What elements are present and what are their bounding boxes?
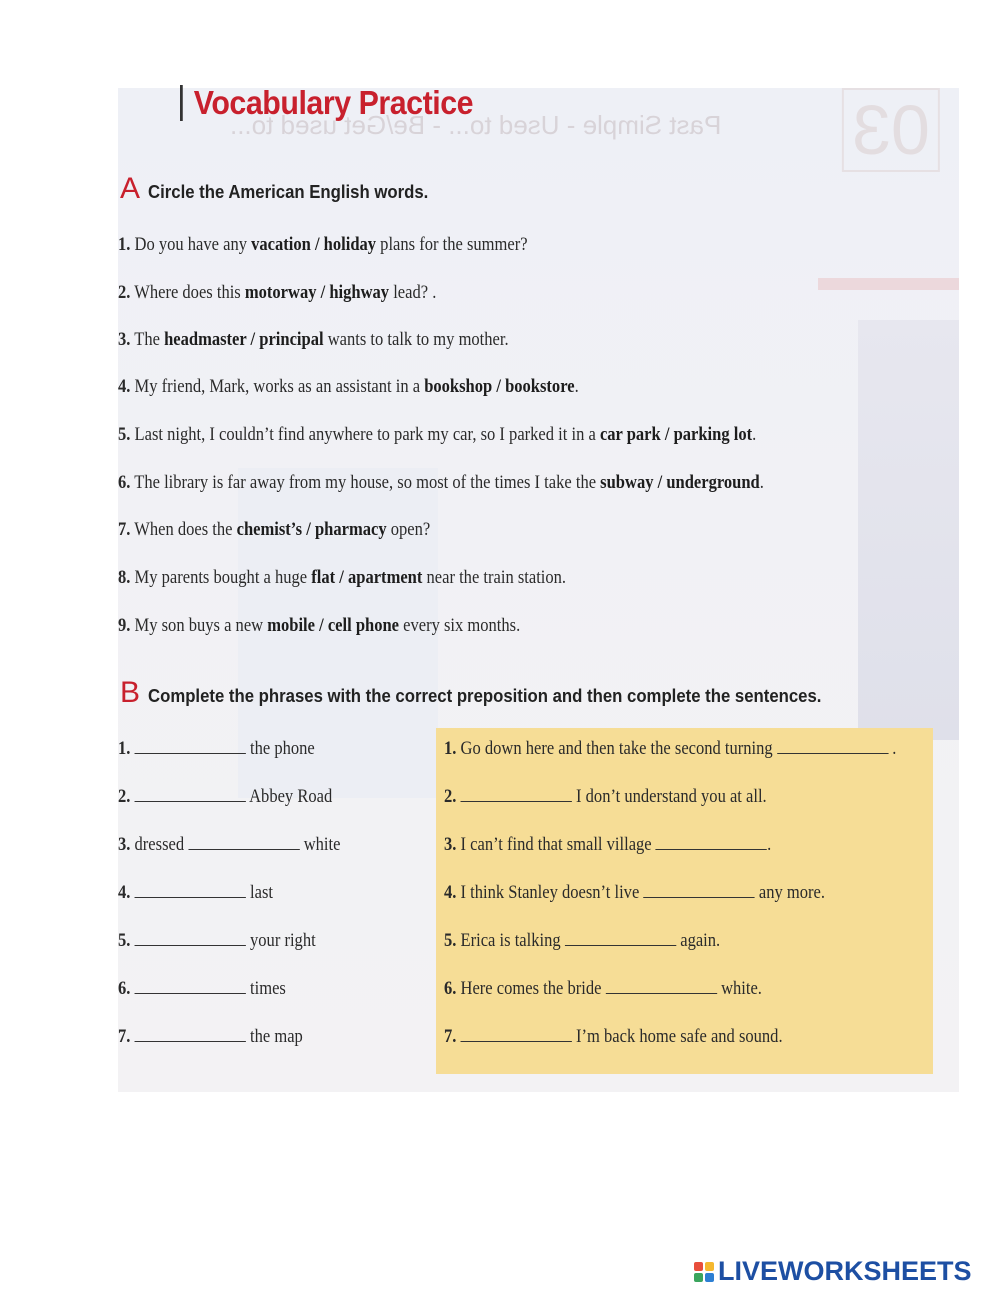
section-a-letter: A	[120, 172, 141, 205]
section-b-instruction: Complete the phrases with the correct preposition and then complete the sentences.	[148, 686, 822, 706]
section-a-instruction: Circle the American English words.	[148, 182, 429, 202]
answer-blank[interactable]	[135, 787, 246, 802]
bleed-photo	[858, 320, 959, 740]
section-b-letter: B	[120, 676, 141, 709]
answer-blank[interactable]	[135, 979, 246, 994]
a-item-5: 5. Last night, I couldn’t find anywhere to park my car, so I parked it in a car park / parking lot.	[118, 424, 757, 445]
choice-pair[interactable]: bookshop / bookstore	[424, 376, 575, 397]
answer-blank[interactable]	[188, 835, 299, 850]
a-item-1: 1. Do you have any vacation / holiday plans for the summer?	[118, 234, 528, 255]
a-item-9: 9. My son buys a new mobile / cell phone every six months.	[118, 615, 521, 636]
phrase-7: 7. the map	[118, 1026, 303, 1047]
choice-pair[interactable]: motorway / highway	[244, 282, 390, 303]
choice-pair[interactable]: headmaster / principal	[164, 329, 324, 350]
a-item-4: 4. My friend, Mark, works as an assistant in a bookshop / bookstore.	[118, 376, 579, 397]
bleed-through-number: 03	[842, 88, 940, 172]
choice-pair[interactable]: car park / parking lot	[599, 424, 753, 445]
bleed-bar	[818, 278, 959, 290]
page-title	[180, 84, 473, 122]
section-a-heading	[120, 172, 449, 206]
phrase-2: 2. Abbey Road	[118, 786, 333, 807]
choice-pair[interactable]: chemist’s / pharmacy	[236, 519, 387, 540]
choice-pair[interactable]: subway / underground	[600, 472, 760, 493]
phrase-5: 5. your right	[118, 930, 316, 951]
phrase-3: 3. dressed white	[118, 834, 341, 855]
answer-blank[interactable]	[565, 931, 676, 946]
choice-pair[interactable]: mobile / cell phone	[267, 615, 400, 636]
answer-blank[interactable]	[461, 787, 572, 802]
choice-pair[interactable]: flat / apartment	[311, 567, 423, 588]
brand-text: LIVEWORKSHEETS	[718, 1256, 972, 1286]
a-item-3: 3. The headmaster / principal wants to talk to my mother.	[118, 329, 509, 350]
sentence-5: 5. Erica is talking again.	[444, 930, 721, 951]
title-text: Vocabulary Practice	[193, 84, 474, 121]
logo-grid-icon	[694, 1262, 714, 1282]
a-item-6: 6. The library is far away from my house, so most of the times I take the subway / underground.	[118, 472, 764, 493]
answer-blank[interactable]	[135, 931, 246, 946]
answer-blank[interactable]	[777, 739, 888, 754]
sentence-3: 3. I can’t find that small village .	[444, 834, 772, 855]
phrase-1: 1. the phone	[118, 738, 315, 759]
answer-blank[interactable]	[135, 739, 246, 754]
title-rule	[180, 85, 183, 121]
sentence-6: 6. Here comes the bride white.	[444, 978, 762, 999]
answer-blank[interactable]	[606, 979, 717, 994]
sentence-7: 7. I’m back home safe and sound.	[444, 1026, 783, 1047]
bleed-through-text: Past Simple - Used to... - Be/Get used to...	[230, 110, 722, 140]
a-item-8: 8. My parents bought a huge flat / apartment near the train station.	[118, 567, 567, 588]
phrase-6: 6. times	[118, 978, 286, 999]
answer-blank[interactable]	[656, 835, 767, 850]
choice-pair[interactable]: vacation / holiday	[251, 234, 377, 255]
sentence-4: 4. I think Stanley doesn’t live any more.	[444, 882, 826, 903]
sentence-1: 1. Go down here and then take the second turning .	[444, 738, 897, 759]
a-item-7: 7. When does the chemist’s / pharmacy open?	[118, 519, 431, 540]
section-b-heading	[120, 676, 872, 710]
liveworksheets-logo	[694, 1256, 972, 1287]
answer-blank[interactable]	[461, 1027, 572, 1042]
a-item-2: 2. Where does this motorway / highway lead? .	[118, 282, 437, 303]
phrase-4: 4. last	[118, 882, 273, 903]
answer-blank[interactable]	[135, 1027, 246, 1042]
answer-blank[interactable]	[643, 883, 754, 898]
answer-blank[interactable]	[135, 883, 246, 898]
sentence-2: 2. I don’t understand you at all.	[444, 786, 767, 807]
